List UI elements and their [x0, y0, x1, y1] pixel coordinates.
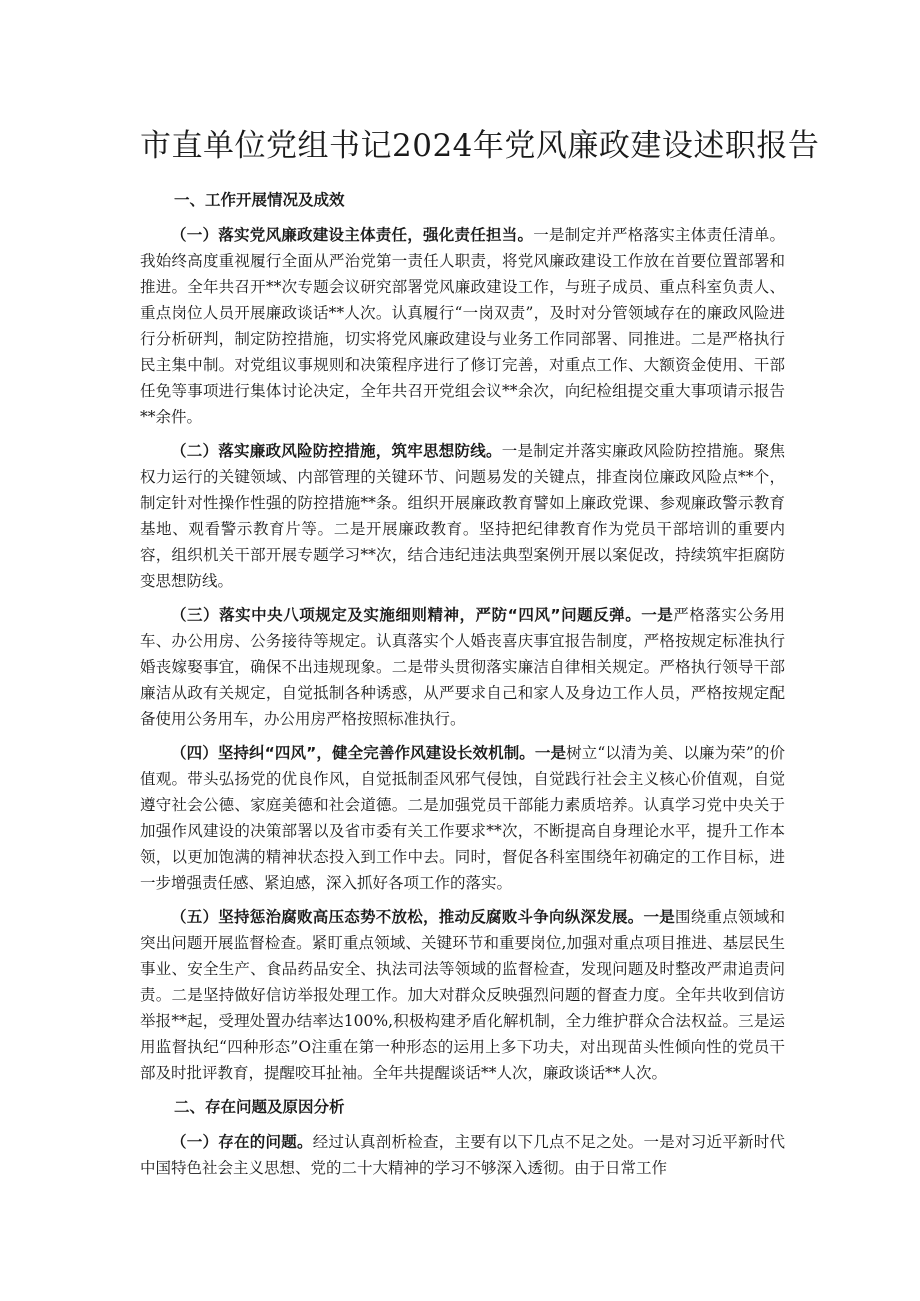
paragraph-body: 一是制定并落实廉政风险防控措施。聚焦权力运行的关键领域、内部管理的关键环节、问题易发的关键点，排查岗位廉政风险点**个，制定针对性操作性强的防控措施**条。组织开展廉政教育譬如上廉政党课、参观廉政警示教育基地、观看警示教育片等。二是开展廉政教育。坚持把纪律教育作为党员干部培训的重要内容，组织机关干部开展专题学习**次，结合违纪违法典型案例开展以案促改，持续筑牢拒腐防变思想防线。 — [140, 442, 785, 590]
paragraph-2-1 — [140, 1129, 785, 1181]
paragraph-lead: （三）落实中央八项规定及实施细则精神，严防“四风”问题反弹。 — [171, 606, 642, 624]
paragraph-lead: （二）落实廉政风险防控措施，筑牢思想防线。 — [171, 442, 502, 460]
paragraph-first-marker: 一是 — [643, 908, 675, 926]
paragraph-1-1 — [140, 222, 785, 430]
paragraph-lead: （五）坚持惩治腐败高压态势不放松，推动反腐败斗争向纵深发展。 — [171, 908, 644, 926]
paragraph-first-marker: 一是 — [641, 606, 674, 624]
section-heading-2: 二、存在问题及原因分析 — [174, 1098, 345, 1116]
paragraph-1-5 — [140, 904, 785, 1086]
paragraph-lead: （一）存在的问题。 — [171, 1133, 313, 1151]
paragraph-1-2 — [140, 438, 785, 594]
paragraph-body: 树立“以清为美、以廉为荣”的价值观。带头弘扬党的优良作风，自觉抵制歪风邪气侵蚀，自觉践行社会主义核心价值观，自觉遵守社会公德、家庭美德和社会道德。二是加强党员干部能力素质培养。认真学习党中央关于加强作风建设的决策部署以及省市委有关工作要求**次，不断提高自身理论水平，提升工作本领，以更加饱满的精神状态投入到工作中去。同时，督促各科室围绕年初确定的工作目标，进一步增强责任感、紧迫感，深入抓好各项工作的落实。 — [140, 744, 785, 892]
paragraph-body: 严格落实公务用车、办公用房、公务接待等规定。认真落实个人婚丧喜庆事宜报告制度，严格按规定标准执行婚丧嫁娶事宜，确保不出违规现象。二是带头贯彻落实廉洁自律相关规定。严格执行领导干部廉洁从政有关规定，自觉抵制各种诱惑，从严要求自己和家人及身边工作人员，严格按规定配备使用公务用车，办公用房严格按照标准执行。 — [140, 606, 785, 728]
section-heading-1: 一、工作开展情况及成效 — [174, 191, 345, 209]
document-title: 市直单位党组书记2024年党风廉政建设述职报告 — [140, 128, 820, 164]
paragraph-1-3 — [140, 602, 785, 732]
paragraph-lead: （四）坚持纠“四风”，健全完善作风建设长效机制。 — [171, 744, 535, 762]
paragraph-body: 一是制定并严格落实主体责任清单。我始终高度重视履行全面从严治党第一责任人职责，将党风廉政建设工作放在首要位置部署和推进。全年共召开**次专题会议研究部署党风廉政建设工作，与班子成员、重点科室负责人、重点岗位人员开展廉政谈话**人次。认真履行“一岗双责”，及时对分管领域存在的廉政风险进行分析研判，制定防控措施，切实将党风廉政建设与业务工作同部署、同推进。二是严格执行民主集中制。对党组议事规则和决策程序进行了修订完善，对重点工作、大额资金使用、干部任免等事项进行集体讨论决定，全年共召开党组会议**余次，向纪检组提交重大事项请示报告**余件。 — [140, 226, 785, 426]
document-page — [140, 120, 820, 1189]
paragraph-1-4 — [140, 740, 785, 896]
paragraph-body: 经过认真剖析检查，主要有以下几点不足之处。一是对习近平新时代中国特色社会主义思想、党的二十大精神的学习不够深入透彻。由于日常工作 — [140, 1133, 785, 1177]
paragraph-first-marker: 一是 — [534, 744, 567, 762]
paragraph-body: 围绕重点领域和突出问题开展监督检查。紧盯重点领域、关键环节和重要岗位,加强对重点项目推进、基层民生事业、安全生产、食品药品安全、执法司法等领域的监督检查，发现问题及时整改严肃追责问责。二是坚持做好信访举报处理工作。加大对群众反映强烈问题的督查力度。全年共收到信访举报**起，受理处置办结率达100%,积极构建矛盾化解机制，全力维护群众合法权益。三是运用监督执纪“四种形态”O注重在第一种形态的运用上多下功夫，对出现苗头性倾向性的党员干部及时批评教育，提醒咬耳扯袖。全年共提醒谈话**人次，廉政谈话**人次。 — [140, 908, 785, 1082]
paragraph-lead: （一）落实党风廉政建设主体责任，强化责任担当。 — [171, 226, 534, 244]
